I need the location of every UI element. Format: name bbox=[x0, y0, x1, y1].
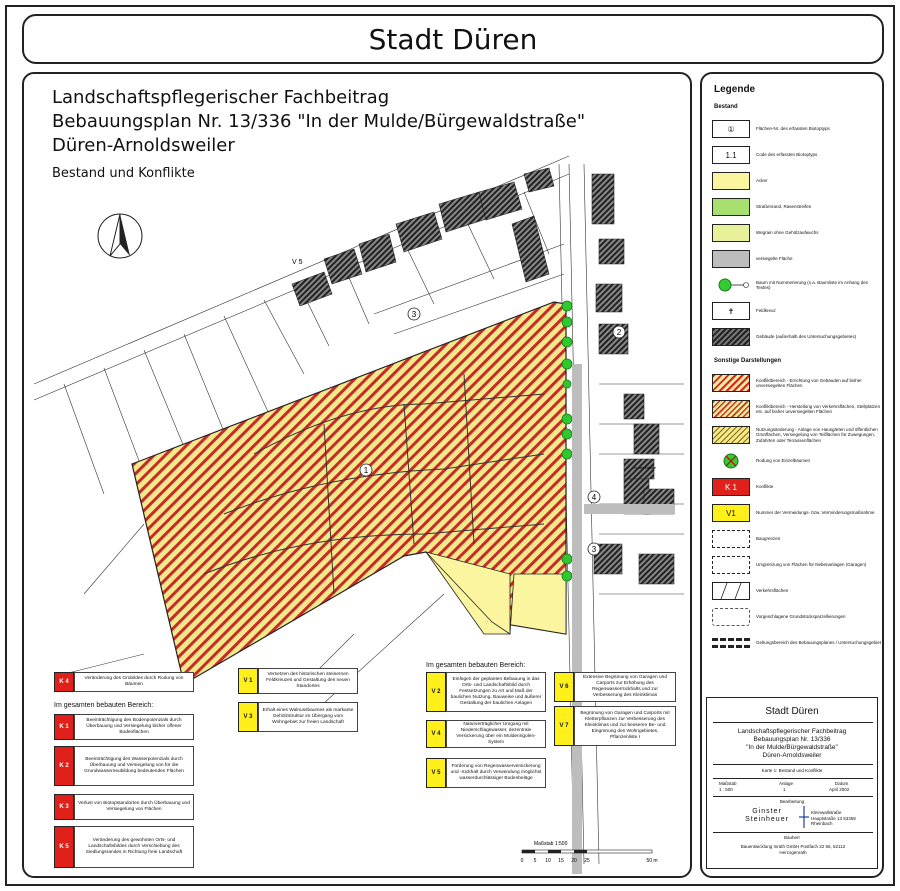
conflict-k1 bbox=[54, 714, 194, 740]
legend-text: Code des erfassten Biotoptyps bbox=[756, 152, 818, 158]
conflict-code: K 2 bbox=[54, 746, 74, 786]
legend-item bbox=[712, 300, 882, 322]
conflict-text: Verlust von Biotopstandorten durch Überbauung und Versiegelung von Flächen bbox=[74, 794, 194, 820]
measure-text: Förderung von Regenwasserversickerung und -rückhalt durch Verwendung möglichst wasserdurchlässiger Bodenbeläge bbox=[446, 758, 546, 788]
conflict-code: K 3 bbox=[54, 794, 74, 820]
legend-text: Wegrain ohne Gehölzaufwuchs bbox=[756, 230, 819, 236]
north-arrow-icon bbox=[98, 214, 142, 258]
scale-tick-25: 25 bbox=[584, 858, 590, 864]
cross-icon: ✝ bbox=[712, 302, 750, 320]
legend-section-bestand: Bestand bbox=[714, 104, 738, 110]
legend-text: Baum mit Nummerierung (s.a. Baumliste im Anhang des Textes) bbox=[756, 279, 869, 290]
measure-text: Einfügen der geplanten Bebauung in das Orts- und Landschaftsbild durch Festsetzungen zu Art und Maß der baulichen Nutzung, Bauweise und äußerer Gestaltung der baulichen Anlagen bbox=[446, 672, 546, 712]
bauherr-value: Bauentwicklung Inrath GmbH Postfach 22 56, 52112 Herzogenrath bbox=[740, 844, 846, 855]
measure-v3 bbox=[238, 702, 358, 732]
measure-v2 bbox=[426, 672, 546, 712]
anlage-value: 1 bbox=[783, 787, 786, 792]
legend-symbol-nebenanlagen bbox=[712, 556, 750, 574]
legend-symbol-baugrenze bbox=[712, 530, 750, 548]
legend-item bbox=[712, 554, 882, 576]
measure-text: Versetzen des historischen steinernen Feldkreuzes und Gestaltung des neuen Standortes bbox=[258, 668, 358, 694]
legend-text: Nummer der Vermeidungs- bzw. Verminderungsmaßnahme bbox=[756, 510, 875, 516]
legend-item bbox=[712, 170, 882, 192]
legend-text: Konflikte bbox=[756, 484, 774, 490]
city-title: Stadt Düren bbox=[22, 14, 884, 64]
measure-code: V 6 bbox=[554, 672, 574, 702]
scale-tick-15: 15 bbox=[558, 858, 564, 864]
measure-text: Erhalt eines Walnussbaumes als markante Gehölzstruktur im Übergang vom Wohngebiet zur freien Landschaft bbox=[258, 702, 358, 732]
conflict-k2 bbox=[54, 746, 194, 786]
legend-item bbox=[712, 372, 882, 394]
legend-text: Flächen-Nr. des erfassten Biotoptyps bbox=[756, 126, 830, 132]
legend-text: Nutzungsänderung - Anlage von Hausgärten und öffentlichen Grünflächen, Versiegelung von Teilflächen für Zuwegungen, Zufahrten oder Terrassenflächen bbox=[756, 426, 878, 443]
legend-item bbox=[712, 528, 882, 550]
title-block bbox=[706, 697, 878, 869]
office-address: Kleinwallstraße Hauptstraße 13 53359 Rheinbach bbox=[811, 810, 856, 826]
legend-text: Feldkreuz bbox=[756, 308, 776, 314]
marker-3-north: 3 bbox=[411, 310, 417, 319]
legend-symbol-konflikt-verkehr bbox=[712, 400, 750, 418]
map-heading-line1: Landschaftspflegerischer Fachbeitrag bbox=[52, 87, 390, 108]
legend-item bbox=[712, 326, 882, 348]
measure-text: Begrünung von Garagen und Carports mit Kletterpflanzen zur Verbesserung des Kleinklimas und zur besseren Be- und Eingrünung des Wohngebietes, Pflanzenliste I bbox=[574, 706, 676, 746]
legend-symbol-versiegelt bbox=[712, 250, 750, 268]
legend-item bbox=[712, 580, 882, 602]
legend-item bbox=[712, 248, 882, 270]
legend-text: versiegelte Fläche bbox=[756, 256, 793, 262]
measure-v7 bbox=[554, 706, 676, 746]
legend-text: Konfliktbereich - Herstellung von Verkehrsflächen, Stellplätzen etc. auf bisher unversiegelten Flächen bbox=[756, 403, 881, 414]
measure-v5 bbox=[426, 758, 546, 788]
legend-symbol-nutzungsaenderung bbox=[712, 426, 750, 444]
legend-symbol-rasen bbox=[712, 198, 750, 216]
legend-item bbox=[712, 606, 882, 628]
datum-label: Datum bbox=[835, 781, 849, 786]
map-heading-line4: Bestand und Konflikte bbox=[52, 166, 195, 181]
legend-item bbox=[712, 274, 882, 296]
legend-item bbox=[712, 398, 882, 420]
measure-code: V 2 bbox=[426, 672, 446, 712]
legend-text: Konfliktbereich - Errichtung von Gebäuden auf bisher unversiegelten Flächen bbox=[756, 377, 862, 388]
legend-item bbox=[712, 632, 882, 654]
title-block-line1: Landschaftspflegerischer Fachbeitrag bbox=[737, 728, 847, 735]
measures-header: Im gesamten bebauten Bereich: bbox=[426, 662, 526, 669]
conflict-code: K 4 bbox=[54, 672, 74, 692]
measure-v1 bbox=[238, 668, 358, 694]
marker-4: 4 bbox=[591, 493, 597, 502]
legend-symbol-acker bbox=[712, 172, 750, 190]
tree-removal-icon bbox=[712, 452, 750, 470]
legend-item bbox=[712, 222, 882, 244]
conflict-k5 bbox=[54, 826, 194, 868]
legend-item bbox=[712, 424, 882, 446]
measure-code: V 4 bbox=[426, 720, 446, 748]
scale-tick-5: 5 bbox=[533, 858, 537, 864]
scale-tick-0: 0 bbox=[520, 858, 524, 864]
legend-symbol-verkehrsflaechen bbox=[712, 582, 750, 600]
conflict-k3 bbox=[54, 794, 194, 820]
legend-symbol-konflikt-gebaeude bbox=[712, 374, 750, 392]
map-heading-line2: Bebauungsplan Nr. 13/336 "In der Mulde/Bürgewaldstraße" bbox=[52, 111, 586, 132]
measure-text: Extensive Begrünung von Garagen und Carports zur Erhöhung des Regenwasserrückhalts und zur Verbesserung des Kleinklimas bbox=[574, 672, 676, 702]
legend-item bbox=[712, 476, 882, 498]
street-east bbox=[572, 364, 582, 874]
measure-code: V 1 bbox=[238, 668, 258, 694]
legend-text: Geltungsbereich des Bebauungsplanes / Untersuchungsgebiet bbox=[756, 640, 881, 646]
conflict-text: Beeinträchtigung des Wasserpotenzials durch Überbauung und Versiegelung von für die Grundwasserneubildung bedeutenden Flächen bbox=[74, 746, 194, 786]
legend-item bbox=[712, 144, 882, 166]
legend-symbol-parzellierung bbox=[712, 608, 750, 626]
legend-symbol-geltungsbereich bbox=[712, 638, 750, 648]
legend-text: Acker bbox=[756, 178, 768, 184]
scale-tick-10: 10 bbox=[545, 858, 551, 864]
map-panel bbox=[22, 72, 692, 878]
street-in-der-mulde bbox=[584, 504, 674, 514]
conflict-text: Veränderung des gewohnten Orts- und Landschaftsbildes durch Verschiebung des Siedlungsrandes in Richtung freie Landschaft bbox=[74, 826, 194, 868]
marker-1: 1 bbox=[363, 466, 369, 475]
label-in-der-mulde: In der Mulde bbox=[634, 465, 657, 470]
measure-v4 bbox=[426, 720, 546, 748]
legend-text: Vorgeschlagene Grundstücksparzellierungen bbox=[756, 614, 846, 620]
office-name: Ginster Steinheuer bbox=[745, 808, 789, 823]
anlage-label: Anlage bbox=[779, 781, 794, 786]
legend-text: Rodung von Einzelbäumen bbox=[756, 458, 811, 464]
legend-item bbox=[712, 118, 882, 140]
title-block-line4: Düren-Arnoldsweiler bbox=[762, 752, 822, 759]
datum-value: April 2002 bbox=[829, 787, 850, 792]
measure-code: V 7 bbox=[554, 706, 574, 746]
tree-icon bbox=[712, 276, 750, 294]
scale-tick-20: 20 bbox=[571, 858, 577, 864]
title-block-karte: Karte 1: Bestand und Konflikte bbox=[761, 768, 823, 773]
scale-bar bbox=[522, 850, 652, 853]
legend-symbol-gebaeude bbox=[712, 328, 750, 346]
conflict-code: K 1 bbox=[54, 714, 74, 740]
conflict-k4 bbox=[54, 672, 194, 692]
measure-code: V 5 bbox=[426, 758, 446, 788]
legend-text: Baugrenzen bbox=[756, 536, 781, 542]
marker-2: 2 bbox=[616, 328, 622, 337]
scale-tick-50: 50 m bbox=[646, 858, 658, 864]
measure-text: Naturverträglicher Umgang mit Niederschlagswasser, dezentrale Versickerung über ein Muldenrigolen-System bbox=[446, 720, 546, 748]
title-block-line2: Bebauungsplan Nr. 13/336 bbox=[753, 736, 831, 743]
legend-symbol: 1.1 bbox=[712, 146, 750, 164]
legend-item bbox=[712, 450, 882, 472]
legend-symbol-konflikt: K 1 bbox=[712, 478, 750, 496]
legend-text: Verkehrsflächen bbox=[756, 588, 789, 594]
title-block-city: Stadt Düren bbox=[765, 706, 819, 717]
legend-text: Straßenrand, Rasenstreifen bbox=[756, 204, 812, 210]
scale-label: Maßstab 1:500 bbox=[534, 841, 568, 847]
legend-title: Legende bbox=[714, 84, 756, 95]
bearbeitung-label: Bearbeitung bbox=[779, 799, 805, 804]
conflicts-header: Im gesamten bebauten Bereich: bbox=[54, 702, 154, 709]
legend-symbol: ① bbox=[712, 120, 750, 138]
title-block-line3: "In der Mulde/Bürgewaldstraße" bbox=[746, 744, 838, 751]
map-heading-line3: Düren-Arnoldsweiler bbox=[52, 135, 235, 156]
legend-text: Umgrenzung von Flächen für Nebenanlagen (Garagen) bbox=[756, 562, 867, 568]
massstab-value: 1 : 500 bbox=[719, 787, 733, 792]
label-v5: V 5 bbox=[292, 259, 303, 266]
conflict-text: Beeinträchtigung des Bodenpotenzials durch Überbauung und Versiegelung bisher offener Bodenflächen bbox=[74, 714, 194, 740]
measure-v6 bbox=[554, 672, 676, 702]
legend-symbol-wegrain bbox=[712, 224, 750, 242]
legend-item bbox=[712, 502, 882, 524]
legend-text: Gebäude (außerhalb des Untersuchungsgebietes) bbox=[756, 334, 857, 340]
conflict-code: K 5 bbox=[54, 826, 74, 868]
conflict-text: Veränderung des Grobildes durch Rodung von Bäumen bbox=[74, 672, 194, 692]
measure-code: V 3 bbox=[238, 702, 258, 732]
legend-section-sonstige: Sonstige Darstellungen bbox=[714, 358, 782, 364]
legend-symbol-massnahme: V1 bbox=[712, 504, 750, 522]
massstab-label: Maßstab bbox=[719, 781, 737, 786]
bauherr-label: Bauherr bbox=[783, 835, 800, 840]
office-logo-icon bbox=[799, 806, 809, 828]
legend-item bbox=[712, 196, 882, 218]
marker-3-south: 3 bbox=[591, 545, 597, 554]
conflict-area bbox=[132, 302, 566, 684]
